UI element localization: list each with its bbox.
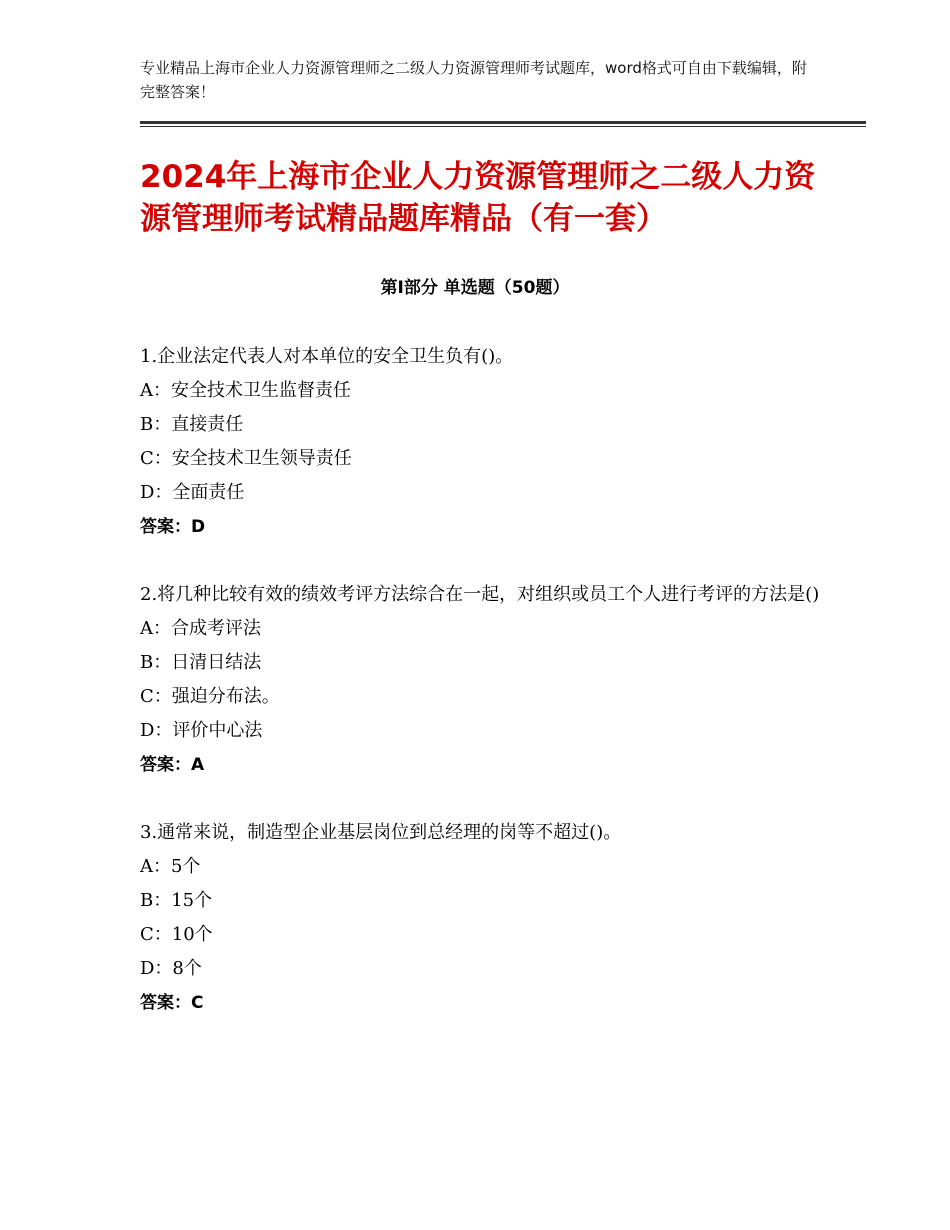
option-d: D：全面责任 xyxy=(140,482,245,503)
option-a: A：合成考评法 xyxy=(140,618,261,639)
question-1 xyxy=(140,340,820,544)
answer: 答案：D xyxy=(140,517,206,537)
header-rule-thin xyxy=(140,126,866,127)
option-a: A：安全技术卫生监督责任 xyxy=(140,380,351,401)
section-title: 第Ⅰ部分 单选题（50题） xyxy=(380,278,570,298)
option-b: B：直接责任 xyxy=(140,414,244,435)
option-b: B：15个 xyxy=(140,890,213,911)
answer: 答案：A xyxy=(140,755,205,775)
header-note: 专业精品上海市企业人力资源管理师之二级人力资源管理师考试题库，word格式可自由下载编辑，附完整答案！ xyxy=(140,59,807,101)
option-a: A：5个 xyxy=(140,856,201,877)
question-stem: 1.企业法定代表人对本单位的安全卫生负有()。 xyxy=(140,346,514,367)
question-list xyxy=(140,340,820,1054)
option-b: B：日清日结法 xyxy=(140,652,262,673)
document-title: 2024年上海市企业人力资源管理师之二级人力资源管理师考试精品题库精品（有一套） xyxy=(140,159,816,237)
question-3 xyxy=(140,816,820,1020)
option-c: C：10个 xyxy=(140,924,213,945)
question-2 xyxy=(140,578,820,782)
header-rule-thick xyxy=(140,121,866,124)
answer: 答案：C xyxy=(140,993,204,1013)
option-d: D：8个 xyxy=(140,958,202,979)
question-stem: 3.通常来说，制造型企业基层岗位到总经理的岗等不超过()。 xyxy=(140,822,622,843)
option-c: C：强迫分布法。 xyxy=(140,686,280,707)
option-d: D：评价中心法 xyxy=(140,720,263,741)
option-c: C：安全技术卫生领导责任 xyxy=(140,448,352,469)
question-stem: 2.将几种比较有效的绩效考评方法综合在一起，对组织或员工个人进行考评的方法是() xyxy=(140,584,820,605)
